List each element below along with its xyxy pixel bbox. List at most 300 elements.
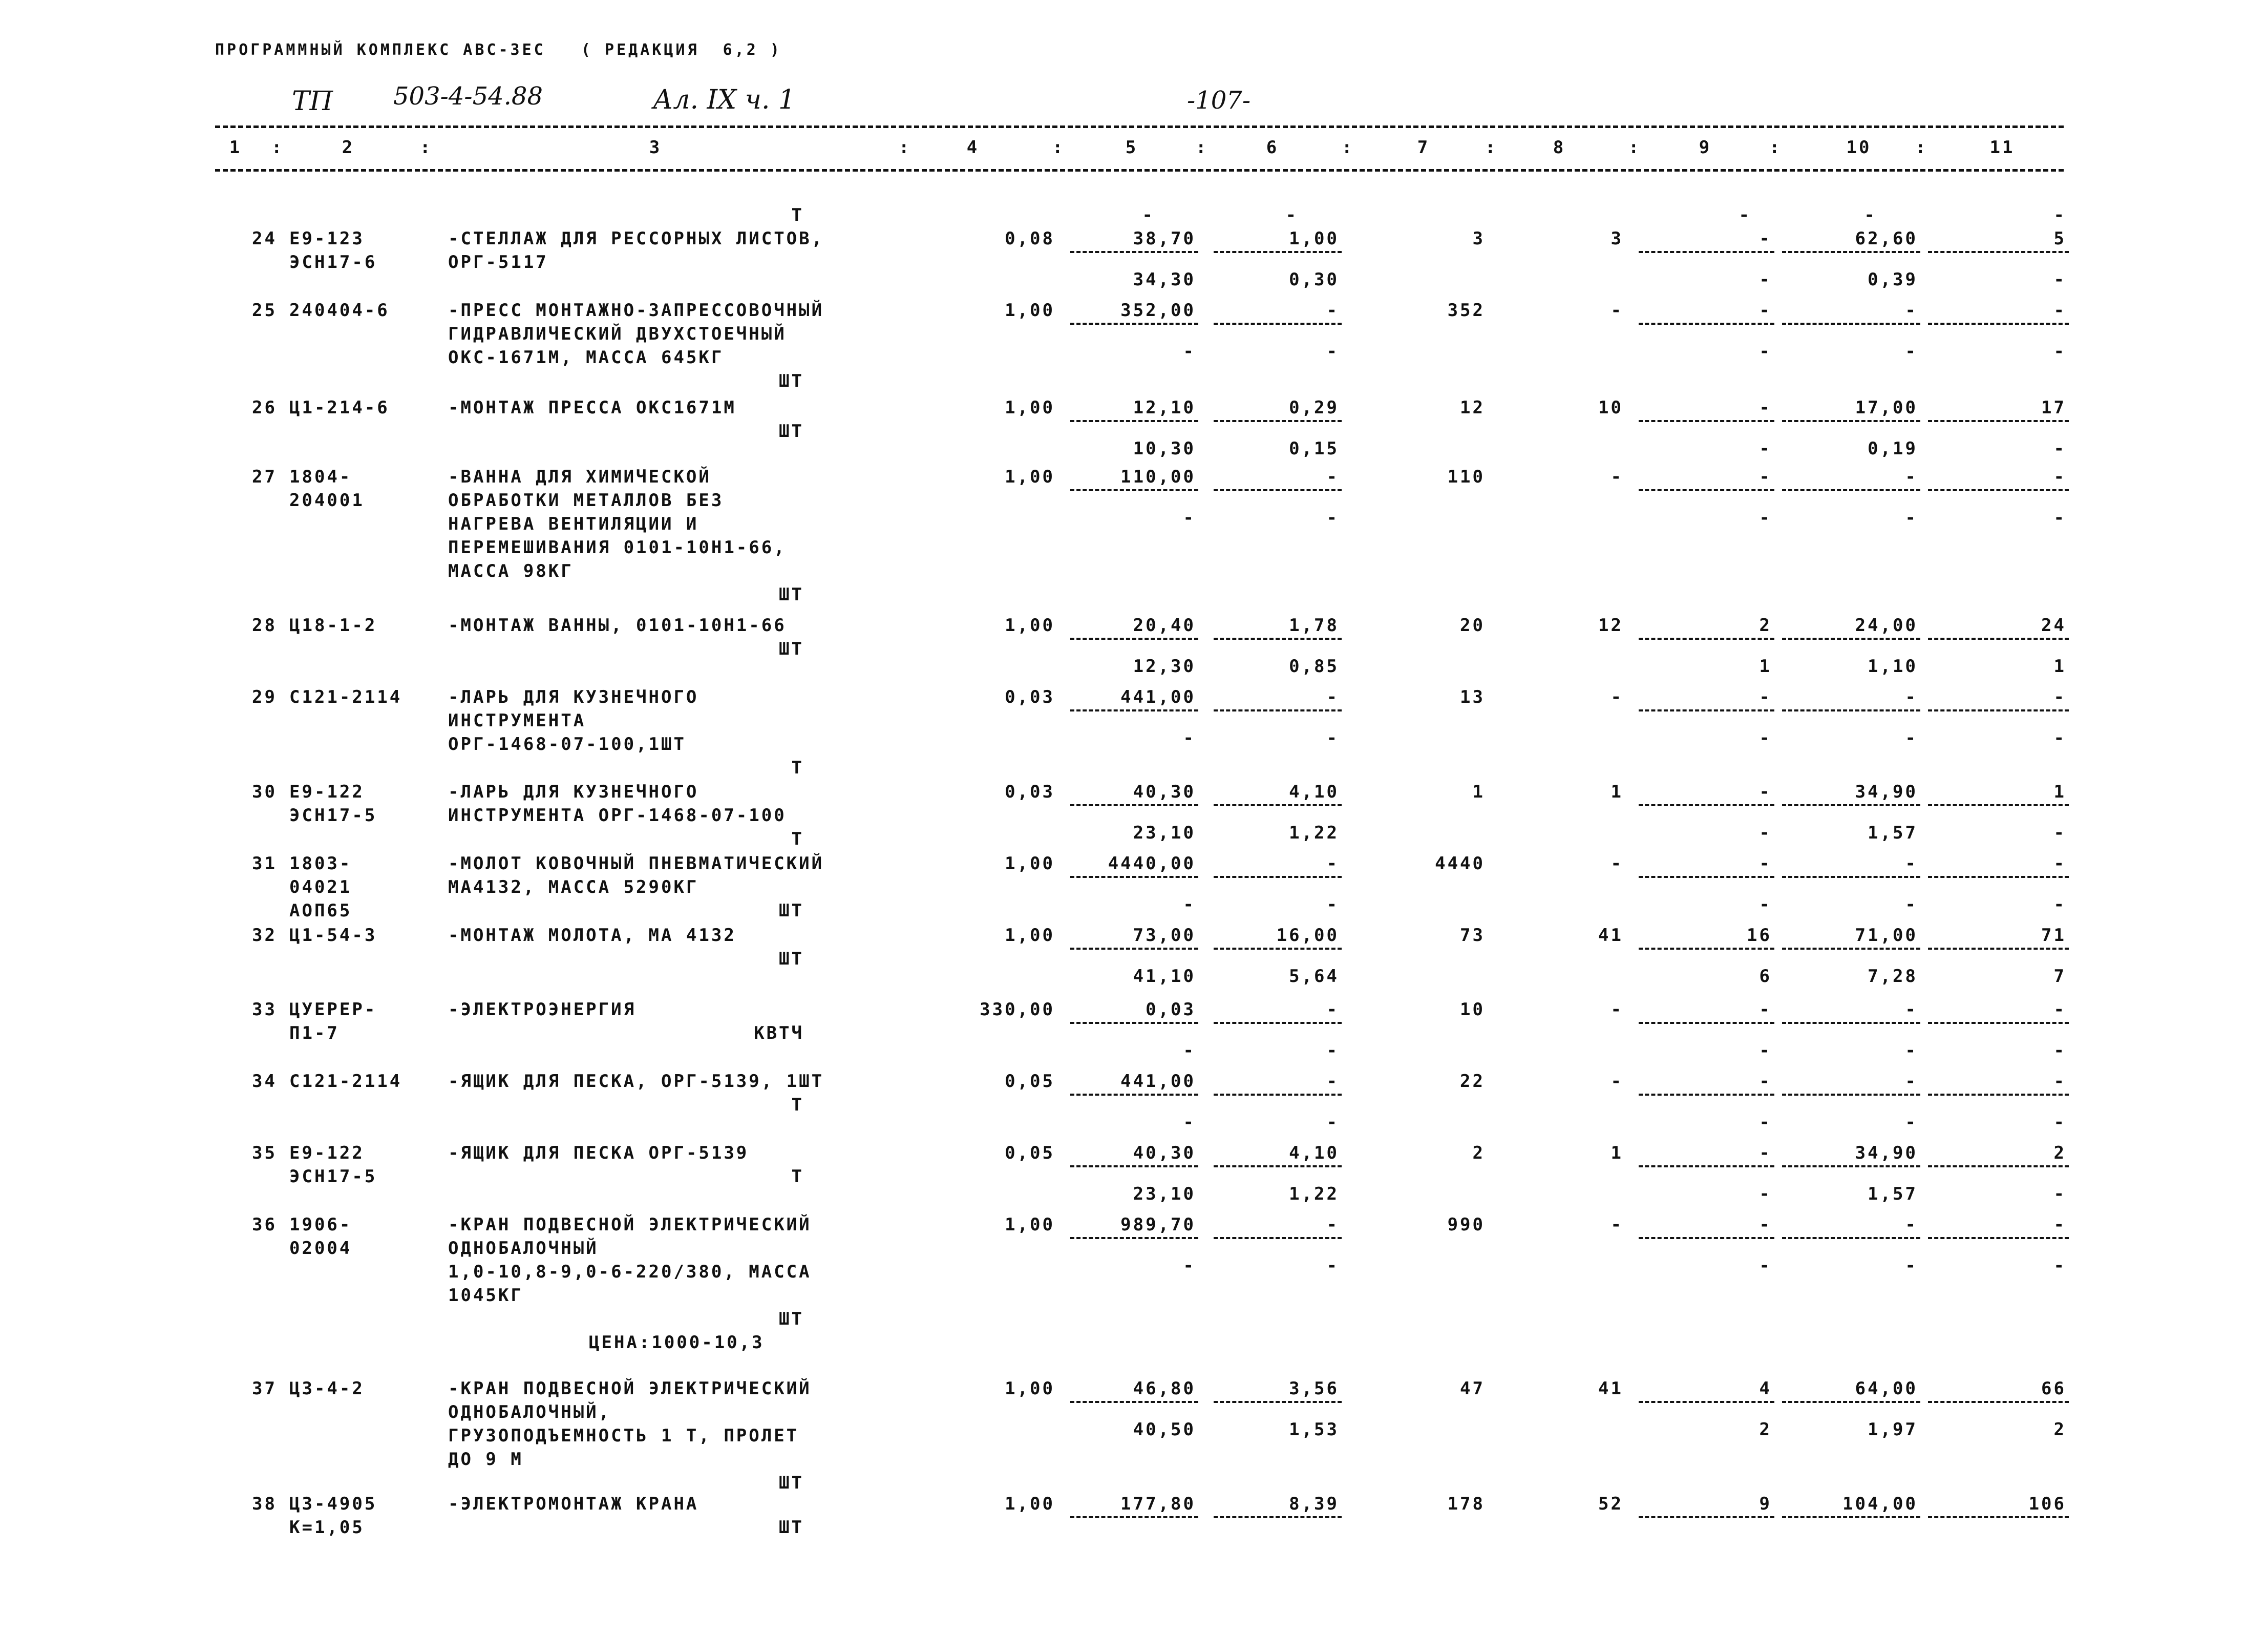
row-quantity: 1,00 [1005, 1378, 1055, 1399]
row-unit: ШТ [779, 639, 804, 659]
cell-col10-second: - [1905, 1040, 1918, 1061]
cell-col6: 0,29 [1289, 397, 1339, 418]
cell-col11: 66 [2041, 1378, 2066, 1399]
row-code: 1804- [289, 467, 352, 487]
cell-col10: - [1905, 1214, 1918, 1235]
cell-divider [1782, 804, 1920, 806]
cell-col8: - [1610, 1214, 1623, 1235]
cell-col6: - [1326, 1214, 1339, 1235]
row-code: 02004 [289, 1238, 352, 1259]
cell-col10-second: - [1905, 508, 1918, 528]
cell-col6: 4,10 [1289, 782, 1339, 802]
cell-col5: 352,00 [1120, 300, 1196, 321]
cell-divider [1782, 489, 1920, 491]
row-number: 34 [252, 1071, 277, 1092]
cell-divider [1782, 1165, 1920, 1167]
row-number: 29 [252, 687, 277, 707]
row-quantity: 1,00 [1005, 925, 1055, 946]
cell-divider [1928, 251, 2069, 253]
cell-col11-second: - [2053, 728, 2066, 748]
cell-col9-second: - [1759, 508, 1772, 528]
row-unit: ШТ [779, 1473, 804, 1493]
cell-col9-second: 1 [1759, 656, 1772, 677]
cell-col10: - [1905, 687, 1918, 707]
cell-col10: 62,60 [1855, 228, 1918, 249]
cell-col5: 177,80 [1120, 1494, 1196, 1514]
cell-col11-second: - [2053, 341, 2066, 362]
row-quantity: 1,00 [1005, 1214, 1055, 1235]
cell-col11: 1 [2053, 782, 2066, 802]
row-quantity: 0,05 [1005, 1071, 1055, 1092]
row-unit: ШТ [779, 421, 804, 442]
cell-divider [1782, 1237, 1920, 1239]
cell-divider [1070, 1165, 1198, 1167]
cell-divider [1214, 709, 1342, 711]
cell-divider [1639, 420, 1774, 422]
cell-col6: 16,00 [1276, 925, 1339, 946]
cell-col8: - [1610, 999, 1623, 1020]
row-description: ОДНОБАЛОЧНЫЙ [448, 1238, 599, 1259]
row-description: ИНСТРУМЕНТА [448, 710, 586, 731]
cell-col10-second: 7,28 [1868, 966, 1918, 987]
cell-divider [1214, 638, 1342, 640]
row-code: Ц1-54-3 [289, 925, 377, 946]
col-header-1: 1 [229, 137, 242, 158]
cell-col9-marker: - [1739, 205, 1751, 225]
row-number: 36 [252, 1214, 277, 1235]
cell-col9: - [1759, 687, 1772, 707]
row-description: 1045КГ [448, 1285, 523, 1306]
cell-divider [1070, 251, 1198, 253]
cell-col8: - [1610, 687, 1623, 707]
cell-col11-second: 2 [2053, 1419, 2066, 1440]
cell-divider [1639, 1022, 1774, 1024]
row-description: -КРАН ПОДВЕСНОЙ ЭЛЕКТРИЧЕСКИЙ [448, 1378, 812, 1399]
cell-col5-second: 41,10 [1133, 966, 1196, 987]
row-number: 38 [252, 1494, 277, 1514]
row-number: 32 [252, 925, 277, 946]
cell-col10: - [1905, 1071, 1918, 1092]
row-description: ПЕРЕМЕШИВАНИЯ 0101-10Н1-66, [448, 537, 787, 558]
col-header-sep: : [899, 137, 912, 158]
cell-col7: 1 [1472, 782, 1485, 802]
cell-col5: 73,00 [1133, 925, 1196, 946]
cell-divider [1070, 420, 1198, 422]
cell-divider [1214, 876, 1342, 878]
cell-col7: 20 [1460, 615, 1485, 636]
cell-col9-second: - [1759, 341, 1772, 362]
cell-col8: 12 [1598, 615, 1623, 636]
cell-col7: 73 [1460, 925, 1485, 946]
cell-divider [1782, 251, 1920, 253]
cell-col5: 110,00 [1120, 467, 1196, 487]
cell-divider [1639, 638, 1774, 640]
col-header-4: 4 [966, 137, 980, 158]
cell-col6-second: - [1326, 1112, 1339, 1133]
col-header-11: 11 [1989, 137, 2015, 158]
row-number: 37 [252, 1378, 277, 1399]
cell-col11-second: 1 [2053, 656, 2066, 677]
cell-col10: 71,00 [1855, 925, 1918, 946]
cell-divider [1070, 876, 1198, 878]
cell-divider [1070, 709, 1198, 711]
cell-col9-second: - [1759, 1040, 1772, 1061]
cell-divider [1639, 1094, 1774, 1096]
row-unit: КВТЧ [754, 1023, 804, 1043]
cell-col5: 40,30 [1133, 782, 1196, 802]
row-code: ЦУЕРЕР- [289, 999, 377, 1020]
cell-col10: 24,00 [1855, 615, 1918, 636]
cell-col9: - [1759, 228, 1772, 249]
row-code: ЭСН17-5 [289, 1166, 377, 1187]
col-header-sep: : [1485, 137, 1498, 158]
cell-col11-second: - [2053, 1112, 2066, 1133]
cell-divider [1214, 804, 1342, 806]
cell-divider [1070, 638, 1198, 640]
cell-col9-second: - [1759, 728, 1772, 748]
row-code: Ц3-4-2 [289, 1378, 365, 1399]
cell-col6: - [1326, 999, 1339, 1020]
cell-col7: 47 [1460, 1378, 1485, 1399]
cell-divider [1070, 1094, 1198, 1096]
cell-col10: - [1905, 300, 1918, 321]
col-header-6: 6 [1266, 137, 1279, 158]
cell-divider [1070, 1401, 1198, 1403]
row-description: МАССА 98КГ [448, 561, 574, 581]
row-description: -СТЕЛЛАЖ ДЛЯ РЕССОРНЫХ ЛИСТОВ, [448, 228, 824, 249]
cell-col8: 41 [1598, 1378, 1623, 1399]
cell-col9: - [1759, 853, 1772, 874]
cell-divider [1070, 489, 1198, 491]
cell-col11: 106 [2028, 1494, 2066, 1514]
row-number: 24 [252, 228, 277, 249]
row-unit: ШТ [779, 1309, 804, 1329]
row-description: ГИДРАВЛИЧЕСКИЙ ДВУХСТОЕЧНЫЙ [448, 324, 787, 344]
row-description: ОБРАБОТКИ МЕТАЛЛОВ БЕЗ [448, 490, 724, 511]
col-header-sep: : [420, 137, 433, 158]
row-unit: Т [791, 829, 804, 849]
cell-divider [1214, 1237, 1342, 1239]
cell-col7: 178 [1447, 1494, 1485, 1514]
cell-col7: 22 [1460, 1071, 1485, 1092]
cell-col6-second: - [1326, 341, 1339, 362]
cell-col10-second: - [1905, 341, 1918, 362]
cell-col11: 24 [2041, 615, 2066, 636]
cell-col11-second: - [2053, 438, 2066, 459]
row-description: -ЭЛЕКТРОМОНТАЖ КРАНА [448, 1494, 699, 1514]
cell-col10-second: 1,10 [1868, 656, 1918, 677]
row-code: Е9-122 [289, 1143, 365, 1163]
row-code: П1-7 [289, 1023, 340, 1043]
cell-col8: 1 [1610, 782, 1623, 802]
row-unit: ШТ [779, 1517, 804, 1538]
cell-col10: - [1905, 853, 1918, 874]
cell-col10-marker: - [1864, 205, 1877, 225]
cell-divider [1928, 804, 2069, 806]
cell-col9: - [1759, 1214, 1772, 1235]
col-header-sep: : [1196, 137, 1209, 158]
row-code: АОП65 [289, 900, 352, 921]
cell-col8: 10 [1598, 397, 1623, 418]
cell-divider [1070, 804, 1198, 806]
cell-col5-second: - [1183, 1112, 1196, 1133]
cell-col8: 1 [1610, 1143, 1623, 1163]
cell-col5-marker: - [1142, 205, 1155, 225]
cell-divider [1928, 1237, 2069, 1239]
col-header-sep: : [1915, 137, 1928, 158]
cell-divider [1782, 948, 1920, 950]
cell-col6: 8,39 [1289, 1494, 1339, 1514]
cell-col9: - [1759, 782, 1772, 802]
cell-divider [1214, 948, 1342, 950]
row-quantity: 1,00 [1005, 467, 1055, 487]
cell-col10: 34,90 [1855, 1143, 1918, 1163]
cell-divider [1070, 1022, 1198, 1024]
row-number: 28 [252, 615, 277, 636]
cell-col9: - [1759, 1071, 1772, 1092]
cell-col11-second: - [2053, 1255, 2066, 1276]
row-quantity: 1,00 [1005, 853, 1055, 874]
row-code: Ц3-4905 [289, 1494, 377, 1514]
cell-divider [1639, 1237, 1774, 1239]
cell-divider [1639, 948, 1774, 950]
cell-col6: 1,00 [1289, 228, 1339, 249]
row-code: 1906- [289, 1214, 352, 1235]
col-header-3: 3 [649, 137, 662, 158]
cell-divider [1070, 1516, 1198, 1518]
cell-col10-second: 1,57 [1868, 1184, 1918, 1204]
cell-col6: - [1326, 1071, 1339, 1092]
row-description: -ЯЩИК ДЛЯ ПЕСКА, ОРГ-5139, 1ШТ [448, 1071, 824, 1092]
cell-col5-second: 23,10 [1133, 1184, 1196, 1204]
cell-col5: 40,30 [1133, 1143, 1196, 1163]
cell-col11: - [2053, 999, 2066, 1020]
cell-col11: 2 [2053, 1143, 2066, 1163]
row-unit: Т [791, 758, 804, 778]
cell-col11: - [2053, 1071, 2066, 1092]
cell-col5-second: - [1183, 1040, 1196, 1061]
page-number: -107- [1187, 86, 1251, 115]
row-quantity: 0,05 [1005, 1143, 1055, 1163]
cell-col10: 34,90 [1855, 782, 1918, 802]
cell-col11: 17 [2041, 397, 2066, 418]
cell-col5: 20,40 [1133, 615, 1196, 636]
cell-col10-second: 1,57 [1868, 823, 1918, 843]
col-header-9: 9 [1699, 137, 1712, 158]
cell-divider [1782, 1401, 1920, 1403]
cell-divider [1214, 251, 1342, 253]
cell-col9: 4 [1759, 1378, 1772, 1399]
cell-col6-second: - [1326, 1040, 1339, 1061]
cell-divider [1782, 876, 1920, 878]
tp-label: ТП [292, 86, 333, 117]
row-number: 31 [252, 853, 277, 874]
cell-col7: 4440 [1435, 853, 1485, 874]
cell-col9: 9 [1759, 1494, 1772, 1514]
cell-col6: - [1326, 687, 1339, 707]
cell-col9-second: 2 [1759, 1419, 1772, 1440]
cell-divider [1782, 1022, 1920, 1024]
row-code: ЭСН17-6 [289, 252, 377, 273]
cell-divider [1214, 323, 1342, 325]
cell-col6-second: - [1326, 508, 1339, 528]
col-header-8: 8 [1553, 137, 1566, 158]
row-code: 204001 [289, 490, 365, 511]
cell-divider [1782, 420, 1920, 422]
cell-col8: 52 [1598, 1494, 1623, 1514]
col-header-sep: : [1628, 137, 1641, 158]
cell-col5-second: - [1183, 728, 1196, 748]
row-description: ОДНОБАЛОЧНЫЙ, [448, 1402, 611, 1422]
cell-col8: - [1610, 467, 1623, 487]
row-number: 35 [252, 1143, 277, 1163]
cell-col5-second: 12,30 [1133, 656, 1196, 677]
cell-col6-second: 1,53 [1289, 1419, 1339, 1440]
col-header-7: 7 [1417, 137, 1430, 158]
cell-col11: - [2053, 300, 2066, 321]
cell-col10-second: - [1905, 1255, 1918, 1276]
cell-col9: - [1759, 300, 1772, 321]
col-header-sep: : [1769, 137, 1782, 158]
cell-divider [1782, 1516, 1920, 1518]
row-unit: ШТ [779, 900, 804, 921]
cell-divider [1928, 1022, 2069, 1024]
cell-col7: 10 [1460, 999, 1485, 1020]
row-description: МА4132, МАССА 5290КГ [448, 877, 699, 897]
album-label: Ал. IX ч. 1 [653, 85, 796, 115]
row-code: 1803- [289, 853, 352, 874]
cell-col11: - [2053, 687, 2066, 707]
cell-divider [1214, 420, 1342, 422]
row-description: -МОНТАЖ МОЛОТА, МА 4132 [448, 925, 736, 946]
cell-col10: 64,00 [1855, 1378, 1918, 1399]
cell-col10-second: - [1905, 728, 1918, 748]
row-description: -ЛАРЬ ДЛЯ КУЗНЕЧНОГО [448, 687, 699, 707]
row-quantity: 1,00 [1005, 397, 1055, 418]
cell-col11: - [2053, 853, 2066, 874]
cell-divider [1928, 1094, 2069, 1096]
cell-divider [1928, 1165, 2069, 1167]
cell-divider [1928, 420, 2069, 422]
cell-col6-marker: - [1285, 205, 1298, 225]
row-description: -ЭЛЕКТРОЭНЕРГИЯ [448, 999, 637, 1020]
cell-col5-second: - [1183, 894, 1196, 915]
row-code: Е9-123 [289, 228, 365, 249]
cell-col5: 441,00 [1120, 1071, 1196, 1092]
cell-col8: - [1610, 853, 1623, 874]
cell-col6-second: 0,15 [1289, 438, 1339, 459]
cell-divider [1214, 1516, 1342, 1518]
cell-col5: 46,80 [1133, 1378, 1196, 1399]
cell-col9: 2 [1759, 615, 1772, 636]
cell-col9-second: - [1759, 1112, 1772, 1133]
cell-divider [1070, 323, 1198, 325]
cell-divider [1214, 1165, 1342, 1167]
cell-divider [1214, 1022, 1342, 1024]
col-header-5: 5 [1125, 137, 1138, 158]
cell-col6: 3,56 [1289, 1378, 1339, 1399]
cell-divider [1928, 709, 2069, 711]
cell-col6-second: - [1326, 1255, 1339, 1276]
cell-col9: - [1759, 397, 1772, 418]
row-number: 26 [252, 397, 277, 418]
cell-divider [1639, 323, 1774, 325]
cell-col10-second: - [1905, 894, 1918, 915]
cell-divider [1639, 1165, 1774, 1167]
cell-col9-second: - [1759, 1255, 1772, 1276]
cell-col9-second: - [1759, 269, 1772, 290]
row-code: 240404-6 [289, 300, 390, 321]
cell-col11: - [2053, 467, 2066, 487]
row-description: НАГРЕВА ВЕНТИЛЯЦИИ И [448, 514, 699, 534]
cell-col5: 38,70 [1133, 228, 1196, 249]
row-description: -ЯЩИК ДЛЯ ПЕСКА ОРГ-5139 [448, 1143, 749, 1163]
cell-col6-second: 0,85 [1289, 656, 1339, 677]
cell-divider [1214, 1401, 1342, 1403]
row-number: 33 [252, 999, 277, 1020]
row-price-note: ЦЕНА:1000-10,3 [589, 1332, 765, 1353]
project-code: 503-4-54.88 [393, 82, 543, 111]
row-description: ГРУЗОПОДЪЕМНОСТЬ 1 Т, ПРОЛЕТ [448, 1426, 799, 1446]
cell-divider [1639, 876, 1774, 878]
cell-col5: 989,70 [1120, 1214, 1196, 1235]
cell-col10: - [1905, 467, 1918, 487]
cell-divider [1639, 251, 1774, 253]
row-unit: ШТ [779, 949, 804, 969]
cell-col5-second: 23,10 [1133, 823, 1196, 843]
cell-col6: - [1326, 467, 1339, 487]
cell-col5-second: - [1183, 508, 1196, 528]
row-code: К=1,05 [289, 1517, 365, 1538]
row-unit: Т [791, 1166, 804, 1187]
cell-col7: 13 [1460, 687, 1485, 707]
row-number: 25 [252, 300, 277, 321]
cell-col6: 1,78 [1289, 615, 1339, 636]
cell-col5-second: - [1183, 341, 1196, 362]
cell-col10-second: 0,39 [1868, 269, 1918, 290]
cell-col9-second: - [1759, 823, 1772, 843]
row-quantity: 1,00 [1005, 1494, 1055, 1514]
cell-col10: - [1905, 999, 1918, 1020]
cell-col11: - [2053, 1214, 2066, 1235]
cell-divider [1928, 489, 2069, 491]
cell-col7: 110 [1447, 467, 1485, 487]
cell-col7: 2 [1472, 1143, 1485, 1163]
cell-divider [1070, 948, 1198, 950]
row-unit: ШТ [779, 371, 804, 391]
row-description: -ВАННА ДЛЯ ХИМИЧЕСКОЙ [448, 467, 711, 487]
cell-col9-second: 6 [1759, 966, 1772, 987]
cell-col8: 41 [1598, 925, 1623, 946]
cell-divider [1928, 323, 2069, 325]
cell-col5: 12,10 [1133, 397, 1196, 418]
cell-col5-second: 34,30 [1133, 269, 1196, 290]
cell-col8: - [1610, 300, 1623, 321]
cell-col5-second: 10,30 [1133, 438, 1196, 459]
row-quantity: 1,00 [1005, 300, 1055, 321]
cell-col5: 441,00 [1120, 687, 1196, 707]
row-description: ОКС-1671М, МАССА 645КГ [448, 347, 724, 368]
row-description: -ЛАРЬ ДЛЯ КУЗНЕЧНОГО [448, 782, 699, 802]
cell-col11-second: - [2053, 894, 2066, 915]
row-code: С121-2114 [289, 1071, 402, 1092]
cell-divider [1782, 638, 1920, 640]
cell-col10-second: - [1905, 1112, 1918, 1133]
cell-divider [1928, 1516, 2069, 1518]
row-description: -КРАН ПОДВЕСНОЙ ЭЛЕКТРИЧЕСКИЙ [448, 1214, 812, 1235]
cell-divider [1782, 1094, 1920, 1096]
row-description: -МОНТАЖ ВАННЫ, 0101-10Н1-66 [448, 615, 787, 636]
